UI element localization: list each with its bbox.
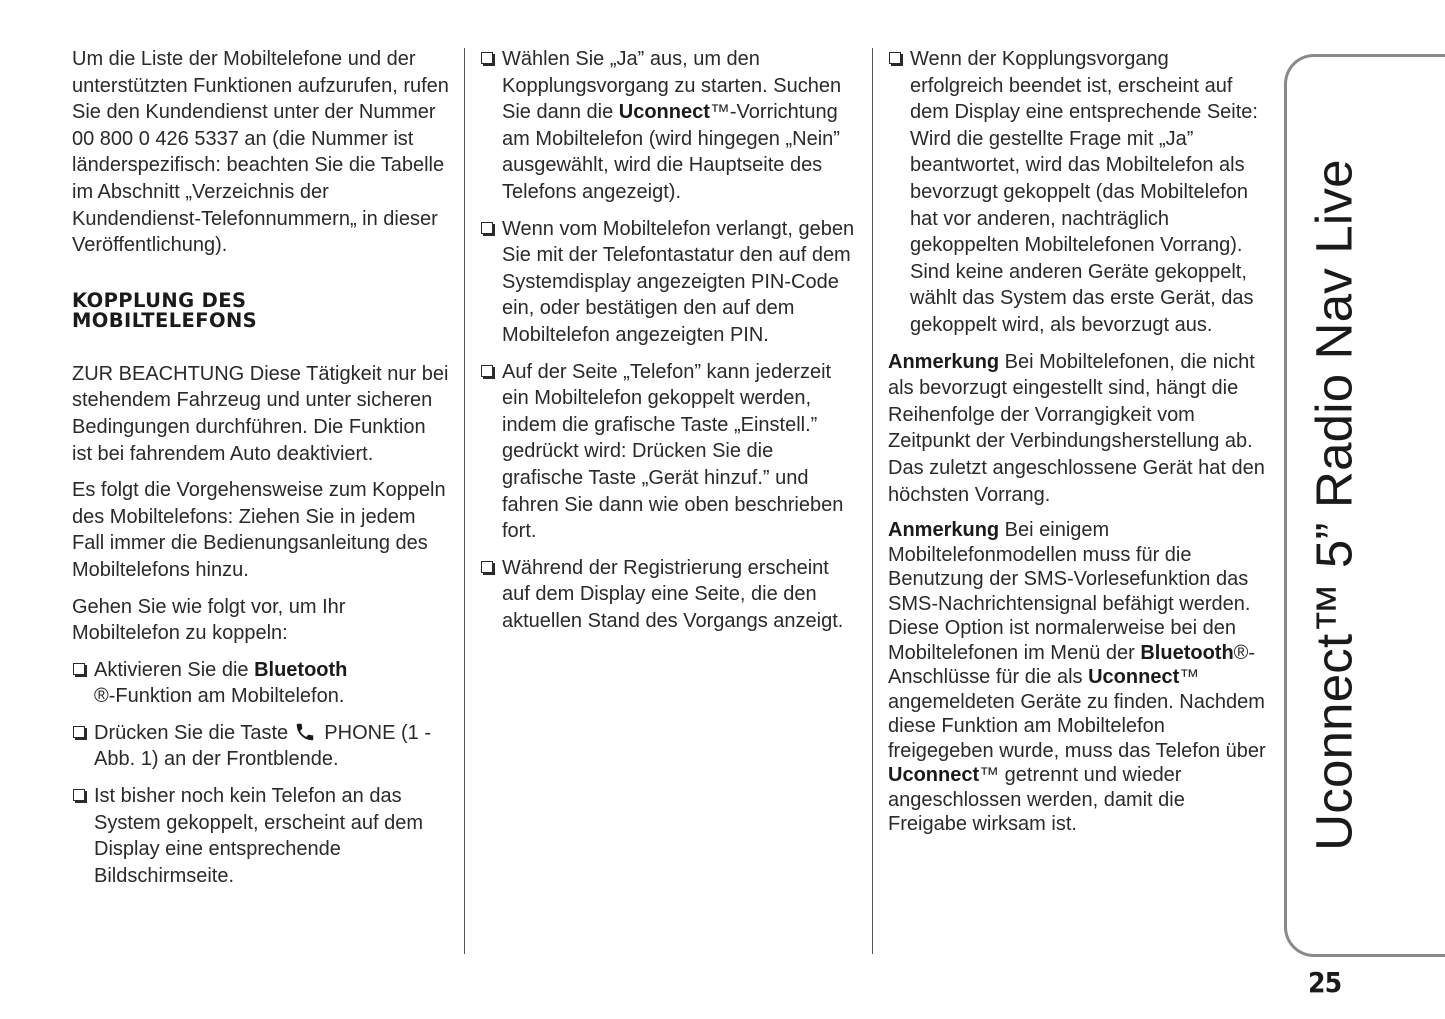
column-3 [888,46,1266,847]
procedure-paragraph: Es folgt die Vorgehensweise zum Koppeln des Mobiltelefons: Ziehen Sie in jedem Fall immer die Bedienungsanleitung des Mobiltelefons hinzu. [72,479,446,581]
list-item: Wählen Sie „Ja” aus, um den Kopplungsvorgang zu starten. Suchen Sie dann die Uconnect™-Vorrichtung am Mobiltelefon (wird hingegen „Nein” ausgewählt, wird die Hauptseite des Telefons angezeigt). [480,46,856,206]
list-item: Wenn der Kopplungsvorgang erfolgreich beendet ist, erscheint auf dem Display eine entsprechende Seite: Wird die gestellte Frage mit „Ja” beantwortet, wird das Mobiltelefon als bevorzugt gekoppelt (das Mobiltelefon hat vor anderen, nachträglich gekoppelten Mobiltelefonen Vorrang). Sind keine anderen Geräte gekoppelt, wählt das System das erste Gerät, das gekoppelt wird, als bevorzugt aus. [888,46,1266,339]
phone-icon [294,721,316,743]
chapter-title: Uconnect™ 5” Radio Nav Live [1305,159,1363,851]
list-item: Wenn vom Mobiltelefon verlangt, geben Sie mit der Telefontastatur den auf dem Systemdisplay angezeigten PIN-Code ein, oder bestätigen den auf dem Mobiltelefon angezeigten PIN. [480,216,856,349]
note-paragraph: Anmerkung Bei einigem Mobiltelefonmodellen muss für die Benutzung der SMS-Vorlesefunktion das SMS-Nachrichtensignal befähigt werden. Diese Option ist normalerweise bei den Mobiltelefonen im Menü der Bluetooth®-Anschlüsse für die als Uconnect™ angemeldeten Geräte zu finden. Nachdem diese Funktion am Mobiltelefon freigegeben wurde, muss das Telefon über Uconnect™ getrennt und wieder angeschlossen werden, damit die Freigabe wirksam ist. [888,519,1266,836]
list-item: Während der Registrierung erscheint auf dem Display eine Seite, die den aktuellen Stand des Vorgangs anzeigt. [480,555,856,635]
list-item: Auf der Seite „Telefon” kann jederzeit ein Mobiltelefon gekoppelt werden, indem die grafische Taste „Einstell.” gedrückt wird: Drücken Sie die grafische Taste „Gerät hinzuf.” und fahren Sie dann wie oben beschrieben fort. [480,359,856,545]
caution-note: ZUR BEACHTUNG Diese Tätigkeit nur bei stehendem Fahrzeug und unter sicheren Bedingungen durchführen. Die Funktion ist bei fahrendem Auto deaktiviert. [72,362,449,465]
list-item: Ist bisher noch kein Telefon an das System gekoppelt, erscheint auf dem Display eine entsprechende Bildschirmseite. [72,783,450,889]
list-item: Drücken Sie die Taste PHONE (1 - Abb. 1) an der Frontblende. [72,720,450,773]
column-2 [480,46,856,644]
page-number: 25 [1308,966,1342,999]
heading-line-2: MOBILTELEFONS [72,308,258,332]
column-1 [72,46,450,899]
section-heading [72,288,450,332]
lead-paragraph: Gehen Sie wie folgt vor, um Ihr Mobiltelefon zu koppeln: [72,595,346,645]
intro-paragraph: Um die Liste der Mobiltelefone und der unterstützten Funktionen aufzurufen, rufen Sie den Kundendienst unter der Nummer 00 800 0 426 5337 an (die Nummer ist länderspezifisch: beachten Sie die Tabelle im Abschnitt „Verzeichnis der Kundendienst-Telefonnummern„ in dieser Veröffentlichung). [72,48,449,257]
heading-line-1: KOPPLUNG DES [72,288,247,312]
note-paragraph: Anmerkung Bei Mobiltelefonen, die nicht als bevorzugt eingestellt sind, hängt die Reihenfolge der Vorrangigkeit vom Zeitpunkt der Verbindungsherstellung ab. Das zuletzt angeschlossene Gerät hat den höchsten Vorrang. [888,350,1265,506]
column-divider [464,48,465,954]
list-item: Aktivieren Sie die Bluetooth ®-Funktion am Mobiltelefon. [72,657,450,710]
column-divider [872,48,873,954]
